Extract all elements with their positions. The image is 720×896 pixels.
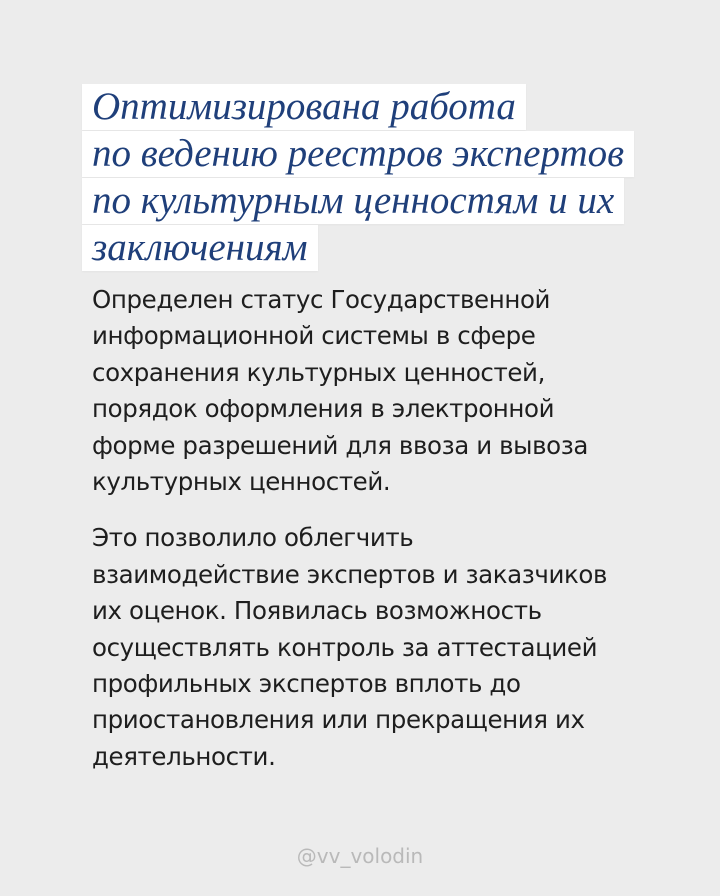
title-block: [82, 84, 702, 272]
title-line-4: заключениям: [82, 225, 318, 271]
paragraph-2: Это позволило облегчить взаимодействие экспертов и заказчиков их оценок. Появилась возможность осуществлять контроль за аттестацией профильных экспертов вплоть до приостановления или прекращения их деятельности.: [92, 523, 608, 771]
title-line-3: по культурным ценностям и их: [82, 178, 624, 224]
author-handle: @vv_volodin: [296, 844, 424, 868]
title-line-1: Оптимизирована работа: [82, 84, 526, 130]
paragraph-1: Определен статус Государственной информационной системы в сфере сохранения культурных ценностей, порядок оформления в электронной форме разрешений для ввоза и вывоза культурных ценностей.: [92, 285, 588, 497]
title-line-2: по ведению реестров экспертов: [82, 131, 634, 177]
body-text: [92, 282, 692, 775]
